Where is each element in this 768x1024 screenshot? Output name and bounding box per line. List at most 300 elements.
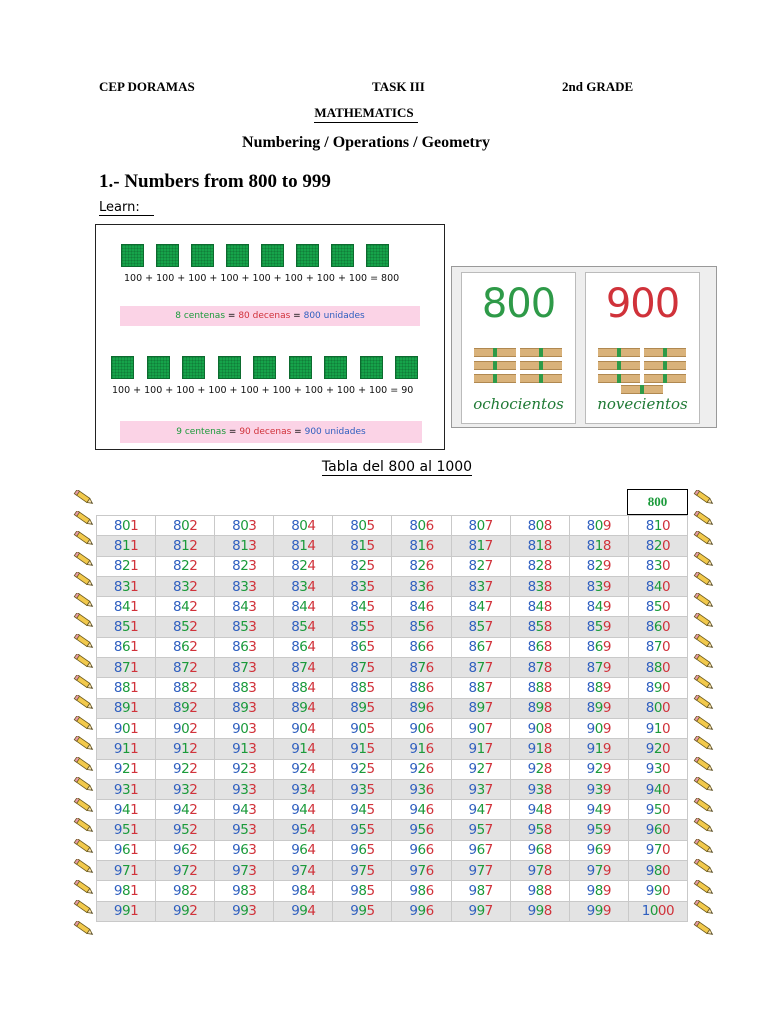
table-cell — [569, 516, 628, 536]
digit: 8 — [645, 639, 654, 656]
digit: 0 — [417, 517, 426, 534]
digit: 6 — [299, 639, 308, 656]
table-cell — [333, 861, 392, 881]
table-cell — [215, 881, 274, 901]
digit: 4 — [122, 598, 131, 615]
digit: 9 — [527, 781, 536, 798]
decenas-900: 90 decenas — [239, 427, 292, 437]
digit: 1 — [417, 537, 426, 554]
digit: 5 — [366, 882, 375, 899]
table-cell — [156, 820, 215, 840]
digit: 8 — [350, 537, 359, 554]
digit: 6 — [425, 822, 434, 839]
table-row — [97, 759, 688, 779]
table-cell — [628, 536, 687, 556]
digit: 9 — [173, 761, 182, 778]
digit: 5 — [366, 781, 375, 798]
digit: 4 — [417, 801, 426, 818]
digit: 6 — [425, 740, 434, 757]
digit: 5 — [366, 720, 375, 737]
digit: 1 — [476, 537, 485, 554]
digit: 8 — [586, 619, 595, 636]
pencil-icon — [72, 531, 96, 547]
digit: 8 — [291, 659, 300, 676]
digit: 9 — [586, 781, 595, 798]
digit: 3 — [240, 578, 249, 595]
digit: 2 — [299, 558, 308, 575]
digit: 9 — [173, 720, 182, 737]
table-cell — [274, 698, 333, 718]
digit: 4 — [417, 598, 426, 615]
hundred-block — [191, 244, 214, 267]
digit: 8 — [409, 598, 418, 615]
digit: 1 — [122, 740, 131, 757]
digit: 2 — [181, 761, 190, 778]
digit: 8 — [645, 578, 654, 595]
table-cell — [215, 536, 274, 556]
digit: 9 — [645, 781, 654, 798]
digit: 1 — [299, 537, 308, 554]
pencil-icon — [72, 798, 96, 814]
table-cell — [392, 779, 451, 799]
digit: 4 — [535, 801, 544, 818]
pencil-icon — [72, 839, 96, 855]
table-cell — [215, 840, 274, 860]
table-cell — [451, 658, 510, 678]
pencil-icon — [692, 900, 716, 916]
digit: 9 — [350, 822, 359, 839]
digit: 0 — [122, 720, 131, 737]
table-cell — [333, 597, 392, 617]
digit: 7 — [476, 659, 485, 676]
digit: 9 — [527, 822, 536, 839]
table-cell — [274, 678, 333, 698]
table-cell — [156, 759, 215, 779]
equivalence-800 — [120, 306, 420, 326]
digit: 8 — [232, 700, 241, 717]
section-title: 1.- Numbers from 800 to 999 — [99, 171, 331, 192]
digit: 0 — [476, 517, 485, 534]
digit: 7 — [181, 862, 190, 879]
table-cell — [510, 576, 569, 596]
digit: 7 — [122, 659, 131, 676]
table-cell — [392, 861, 451, 881]
table-cell — [215, 678, 274, 698]
digit: 8 — [468, 537, 477, 554]
digit: 9 — [527, 740, 536, 757]
digit: 8 — [602, 537, 611, 554]
digit: 9 — [232, 842, 241, 859]
table-row — [97, 881, 688, 901]
digit: 3 — [476, 578, 485, 595]
digit: 2 — [653, 740, 662, 757]
pencil-icon — [72, 613, 96, 629]
digit: 8 — [543, 680, 552, 697]
digit: 9 — [602, 882, 611, 899]
digit: 0 — [661, 761, 671, 778]
table-row — [97, 820, 688, 840]
digit: 8 — [543, 598, 552, 615]
digit: 0 — [358, 720, 367, 737]
table-cell — [628, 881, 687, 901]
digit: 1 — [130, 598, 139, 615]
digit: 9 — [173, 882, 182, 899]
digit: 3 — [299, 578, 308, 595]
table-title-text: Tabla del 800 al 1000 — [321, 459, 473, 475]
pencil-icon — [72, 921, 96, 937]
digit: 1 — [130, 720, 139, 737]
digit: 8 — [232, 659, 241, 676]
card-number-900: 900 — [605, 281, 680, 327]
digit: 2 — [653, 537, 662, 554]
digit: 9 — [299, 700, 308, 717]
digit: 8 — [586, 639, 595, 656]
table-cell — [274, 779, 333, 799]
digit: 1 — [299, 740, 308, 757]
digit: 9 — [232, 801, 241, 818]
table-cell — [569, 800, 628, 820]
digit: 3 — [653, 558, 662, 575]
digit: 8 — [113, 659, 122, 676]
digit: 1 — [535, 537, 544, 554]
digit: 1 — [181, 537, 190, 554]
digit: 5 — [366, 822, 375, 839]
digit: 9 — [645, 801, 654, 818]
digit: 4 — [594, 801, 603, 818]
digit: 3 — [248, 558, 257, 575]
pencil-icon — [72, 572, 96, 588]
digit: 0 — [181, 517, 190, 534]
stick-bundle — [644, 374, 686, 383]
digit: 2 — [189, 700, 198, 717]
digit: 7 — [417, 862, 426, 879]
table-cell — [97, 739, 156, 759]
number-cards — [451, 266, 717, 428]
digit: 8 — [586, 558, 595, 575]
digit: 9 — [535, 903, 544, 920]
table-cell — [274, 597, 333, 617]
table-cell — [569, 901, 628, 921]
pencil-icon — [692, 675, 716, 691]
digit: 9 — [350, 801, 359, 818]
table-cell — [215, 576, 274, 596]
table-cell — [628, 678, 687, 698]
digit: 9 — [113, 903, 122, 920]
table-cell — [333, 637, 392, 657]
table-cell — [156, 536, 215, 556]
table-cell — [392, 637, 451, 657]
digit: 4 — [181, 598, 190, 615]
digit: 9 — [602, 862, 611, 879]
pencil-icon — [72, 552, 96, 568]
digit: 0 — [649, 903, 658, 920]
digit: 9 — [476, 700, 485, 717]
digit: 3 — [358, 781, 367, 798]
table-cell — [215, 739, 274, 759]
digit: 0 — [535, 720, 544, 737]
table-cell — [628, 637, 687, 657]
table-cell — [510, 881, 569, 901]
digit: 8 — [527, 517, 536, 534]
pencil-icon — [72, 490, 96, 506]
subject-text: MATHEMATICS — [314, 105, 417, 123]
digit: 9 — [586, 862, 595, 879]
pencil-icon — [692, 490, 716, 506]
digit: 8 — [543, 578, 552, 595]
table-cell — [333, 901, 392, 921]
table-cell — [97, 637, 156, 657]
hundred-block — [253, 356, 276, 379]
digit: 4 — [307, 720, 316, 737]
digit: 9 — [602, 578, 611, 595]
digit: 3 — [535, 781, 544, 798]
digit: 8 — [173, 700, 182, 717]
digit: 8 — [181, 680, 190, 697]
digit: 2 — [189, 761, 198, 778]
digit: 0 — [240, 720, 249, 737]
digit: 8 — [543, 903, 552, 920]
table-cell — [451, 759, 510, 779]
digit: 5 — [417, 619, 426, 636]
table-cell — [333, 698, 392, 718]
digit: 9 — [291, 822, 300, 839]
digit: 3 — [248, 619, 257, 636]
table-cell — [510, 800, 569, 820]
digit: 5 — [594, 822, 603, 839]
digit: 4 — [307, 537, 316, 554]
digit: 9 — [350, 740, 359, 757]
digit: 0 — [594, 720, 603, 737]
table-cell — [156, 678, 215, 698]
digit: 3 — [299, 781, 308, 798]
table-cell — [628, 617, 687, 637]
table-cell — [333, 516, 392, 536]
digit: 8 — [586, 659, 595, 676]
digit: 9 — [173, 842, 182, 859]
digit: 9 — [299, 903, 308, 920]
table-cell — [333, 576, 392, 596]
digit: 7 — [484, 801, 493, 818]
digit: 6 — [425, 517, 434, 534]
table-cell — [97, 597, 156, 617]
table-cell — [510, 840, 569, 860]
digit: 6 — [425, 761, 434, 778]
digit: 1 — [130, 740, 139, 757]
digit: 2 — [189, 842, 198, 859]
digit: 5 — [366, 903, 375, 920]
digit: 7 — [476, 862, 485, 879]
table-cell — [156, 739, 215, 759]
equals-sign: = — [294, 427, 302, 437]
stick-bundle — [474, 348, 516, 357]
digit: 8 — [527, 639, 536, 656]
digit: 5 — [240, 822, 249, 839]
table-row — [97, 516, 688, 536]
digit: 7 — [484, 700, 493, 717]
digit: 8 — [113, 517, 122, 534]
table-cell — [333, 658, 392, 678]
digit: 8 — [113, 619, 122, 636]
digit: 7 — [484, 862, 493, 879]
digit: 0 — [661, 781, 671, 798]
card-word-800: ochocientos — [473, 395, 564, 413]
digit: 9 — [232, 740, 241, 757]
equivalence-900 — [120, 421, 422, 443]
digit: 8 — [543, 740, 552, 757]
digit: 3 — [653, 761, 662, 778]
digit: 3 — [248, 659, 257, 676]
digit: 8 — [173, 639, 182, 656]
pencil-icon — [72, 654, 96, 670]
digit: 1 — [130, 659, 139, 676]
digit: 8 — [291, 700, 300, 717]
digit: 9 — [291, 781, 300, 798]
table-cell — [333, 556, 392, 576]
digit: 9 — [602, 598, 611, 615]
digit: 8 — [586, 578, 595, 595]
digit: 3 — [248, 639, 257, 656]
digit: 4 — [307, 862, 316, 879]
digit: 4 — [122, 801, 131, 818]
hundred-block — [226, 244, 249, 267]
digit: 9 — [602, 558, 611, 575]
digit: 6 — [653, 822, 662, 839]
table-cell — [333, 739, 392, 759]
digit: 6 — [299, 842, 308, 859]
digit: 1 — [130, 578, 139, 595]
digit: 6 — [594, 639, 603, 656]
digit: 5 — [366, 659, 375, 676]
digit: 0 — [653, 700, 662, 717]
table-cell — [569, 698, 628, 718]
digit: 1 — [130, 801, 139, 818]
digit: 1 — [594, 537, 603, 554]
digit: 3 — [248, 781, 257, 798]
pencil-icon — [692, 572, 716, 588]
table-cell — [628, 800, 687, 820]
digit: 9 — [645, 761, 654, 778]
school-name: CEP DORAMAS — [99, 79, 195, 94]
table-cell — [510, 739, 569, 759]
digit: 8 — [543, 517, 552, 534]
table-cell — [569, 556, 628, 576]
table-cell — [333, 718, 392, 738]
digit: 7 — [594, 659, 603, 676]
digit: 1 — [130, 517, 139, 534]
stick-bundle — [520, 361, 562, 370]
digit: 5 — [366, 842, 375, 859]
digit: 8 — [240, 882, 249, 899]
digit: 3 — [248, 598, 257, 615]
table-cell — [510, 901, 569, 921]
digit: 4 — [299, 598, 308, 615]
centenas-800: 8 centenas — [175, 311, 226, 321]
digit: 2 — [189, 680, 198, 697]
digit: 8 — [543, 781, 552, 798]
digit: 1 — [653, 720, 662, 737]
digit: 2 — [476, 761, 485, 778]
table-cell — [451, 698, 510, 718]
digit: 2 — [189, 740, 198, 757]
table-cell — [333, 678, 392, 698]
table-row — [97, 698, 688, 718]
digit: 3 — [248, 761, 257, 778]
digit: 8 — [586, 517, 595, 534]
digit: 7 — [484, 639, 493, 656]
digit: 8 — [232, 558, 241, 575]
digit: 9 — [535, 700, 544, 717]
digit: 9 — [653, 882, 662, 899]
table-row — [97, 576, 688, 596]
table-cell — [333, 800, 392, 820]
table-cell — [156, 637, 215, 657]
digit: 8 — [586, 537, 595, 554]
digit: 9 — [602, 619, 611, 636]
digit: 0 — [657, 903, 667, 920]
digit: 9 — [173, 781, 182, 798]
digit: 4 — [653, 781, 662, 798]
digit: 8 — [350, 558, 359, 575]
digit: 0 — [661, 659, 671, 676]
digit: 2 — [189, 537, 198, 554]
digit: 3 — [594, 781, 603, 798]
digit: 0 — [535, 517, 544, 534]
digit: 4 — [594, 598, 603, 615]
table-cell — [569, 536, 628, 556]
digit: 8 — [299, 882, 308, 899]
table-cell — [569, 597, 628, 617]
table-cell — [628, 516, 687, 536]
digit: 1 — [130, 537, 139, 554]
digit: 6 — [122, 842, 131, 859]
digit: 0 — [181, 720, 190, 737]
digit: 4 — [653, 578, 662, 595]
pencil-icon — [692, 654, 716, 670]
table-cell — [569, 861, 628, 881]
table-cell — [333, 881, 392, 901]
table-cell — [215, 658, 274, 678]
digit: 8 — [299, 680, 308, 697]
digit: 3 — [535, 578, 544, 595]
digit: 7 — [484, 619, 493, 636]
digit: 8 — [350, 659, 359, 676]
digit: 6 — [425, 882, 434, 899]
table-cell — [215, 820, 274, 840]
digit: 4 — [307, 740, 316, 757]
table-cell — [333, 779, 392, 799]
digit: 5 — [366, 761, 375, 778]
digit: 1 — [122, 537, 131, 554]
digit: 2 — [189, 862, 198, 879]
digit: 9 — [645, 842, 654, 859]
digit: 2 — [535, 558, 544, 575]
digit: 2 — [189, 882, 198, 899]
table-cell — [510, 536, 569, 556]
digit: 4 — [307, 761, 316, 778]
digit: 6 — [417, 639, 426, 656]
digit: 9 — [586, 822, 595, 839]
table-cell — [274, 536, 333, 556]
table-cell — [274, 820, 333, 840]
card-900 — [585, 272, 700, 424]
digit: 9 — [602, 740, 611, 757]
digit: 8 — [232, 598, 241, 615]
digit: 0 — [661, 537, 671, 554]
table-cell — [392, 698, 451, 718]
digit: 7 — [484, 822, 493, 839]
digit: 9 — [527, 903, 536, 920]
table-cell — [392, 759, 451, 779]
